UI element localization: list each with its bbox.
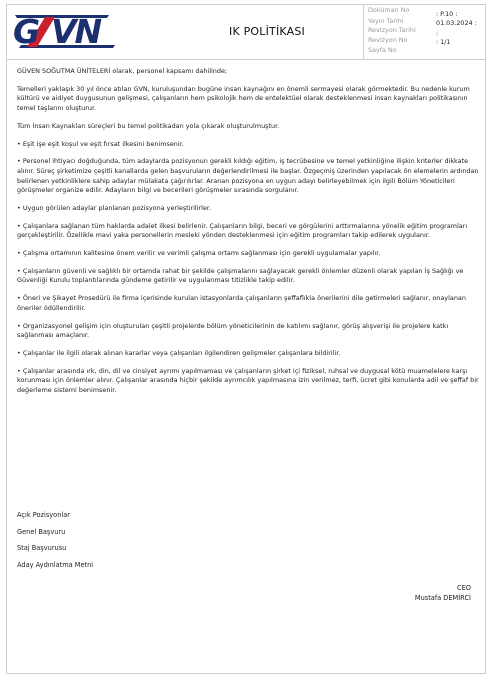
policy-item-communication: • Çalışanlar ile ilgili olarak alınan kararlar veya çalışanları ilgilendiren gelişmeler çalışanlara bildirilir.: [17, 348, 341, 357]
intro-paragraph: GÜVEN SOĞUTMA ÜNİTELERİ olarak, personel kapsamı dahilinde;: [17, 67, 228, 75]
document-header: [7, 5, 485, 60]
link-internship-application[interactable]: Staj Başvurusu: [17, 544, 67, 552]
signature-name: Mustafa DEMİRCİ: [414, 594, 471, 602]
meta-label-publish-date: Yayın Tarihi: [368, 17, 404, 25]
svg-text:VN: VN: [51, 12, 101, 51]
link-candidate-privacy-notice[interactable]: Aday Aydınlatma Metni: [17, 560, 94, 569]
policy-item-placement: • Uygun görülen adaylar planlanan pozisyona yerleştirilirler.: [17, 203, 211, 212]
career-links: [17, 507, 93, 573]
document-meta-table: [363, 5, 486, 59]
policy-item-recruitment: • Personel ihtiyacı doğduğunda, tüm adaylarda pozisyonun gerekli kıldığı eğitim, iş tecrübesine ve temel yetkinliğine ilişkin kriterler dikkate alınır. Süreç şirketimize çeşitli kanallarda gelen başvuruların değerlendirilmesi ile başlar. Özgeçmiş üzerinden yapılacak ön elemelerin ardından belirlenen yetkinliklere sahip adaylar mülakata çağırılırlar. Aranan pozisyona en uygun adayı belirleyebilmek için ilgili Bölüm Yöneticileri görüşmeler organize edilir. Adayların bilgi ve becerileri görüşmeler sırasında sorgulanır.: [17, 157, 479, 195]
meta-value-revision-date: :: [436, 29, 439, 37]
meta-value-publish-date: 01.03.2024 :: [436, 19, 477, 27]
paragraph-processes: Tüm İnsan Kaynakları süreçleri bu temel politikadan yola çıkarak oluşturulmuştur.: [17, 121, 280, 130]
signature-block: [415, 583, 471, 603]
meta-value-revision-no: : 1/1: [436, 38, 451, 46]
policy-item-equal-opportunity: • Eşit işe eşit koşul ve eşit fırsat ilkesini benimsenir.: [17, 139, 184, 148]
link-open-positions[interactable]: Açık Pozisyonlar: [17, 511, 70, 519]
policy-item-suggestions: • Öneri ve Şikayet Prosedürü ile firma içerisinde kurulan istasyonlarda çalışanların şeffaflıkla önerilerini dile getirmeleri sağlanır, onaylanan öneriler ödüllendirilir.: [17, 294, 466, 312]
link-general-application[interactable]: Genel Başvuru: [17, 527, 66, 536]
meta-label-revision-no: Revizyon No: [368, 36, 408, 44]
policy-item-health-safety: • Çalışanların güvenli ve sağlıklı bir ortamda rahat bir şekilde çalışmalarını sağlayacak gerekli önlemler düzenli olarak yapılan İş Sağlığı ve Güvenliği Kurulu toplantılarında gündeme getirilir ve uygulanması titizlikle takip edilir.: [17, 266, 464, 285]
policy-text: [17, 67, 479, 404]
signature-role: CEO: [457, 584, 471, 592]
meta-value-doc-no: : P.10 :: [436, 10, 458, 18]
svg-text:G: G: [13, 12, 39, 51]
paragraph-foundation: Temelleri yaklaşık 30 yıl önce atılan GVN, kuruluşundan bugüne insan kaynağını en önemli sermayesi olarak görmektedir. Bu nedenle kurum kültürü ve aidiyet duygusunun gelişmesi, çalışanların hem psikolojik hem de entelektüel olarak desteklenmesi insan kaynakları politikasının temel taşlarını oluşturur.: [17, 84, 470, 112]
policy-item-non-discrimination: • Çalışanlar arasında ırk, din, dil ve cinsiyet ayrımı yapılmaması ve çalışanların şirket içi fiziksel, ruhsal ve duygusal kötü muamelelere karşı korunması için önlemler alınır. Çalışanlar arasında hiçbir şekilde ayrımcılık yapılmasına izin verilmez, terfi, ücret gibi konularda adil ve şeffaf bir değerleme sistemi benimsenir.: [17, 366, 479, 394]
policy-item-work-environment: • Çalışma ortamının kalitesine önem verilir ve verimli çalışma ortamı sağlanması için gerekli uygulamalar yapılır.: [17, 249, 381, 258]
gvn-logo-icon: [11, 11, 129, 55]
meta-label-revision-date: Revizyon Tarihi: [368, 26, 416, 34]
policy-item-training: • Çalışanlara sağlanan tüm haklarda adalet ilkesi belirlenir. Çalışanların bilgi, beceri ve görgülerini arttırmalarına yönelik eğitim programları gerçekleştirilir. Özellikle mavi yaka personellerin mesleki yönden desteklenmesi için eğitim programları takip edilerek uygulanır.: [17, 221, 468, 240]
policy-item-organizational-development: • Organizasyonel gelişim için oluşturulan çeşitli projelerde bölüm yöneticilerinin de katılımı sağlanır, görüş alışverişi ile projelere katkı sağlanması amaçlanır.: [17, 321, 449, 340]
document-page: [6, 4, 486, 674]
meta-label-page-no: Sayfa No: [368, 46, 397, 54]
page-title: IK POLİTİKASI: [229, 25, 305, 38]
meta-label-doc-no: Doküman No: [368, 6, 410, 14]
company-logo: [11, 11, 129, 55]
